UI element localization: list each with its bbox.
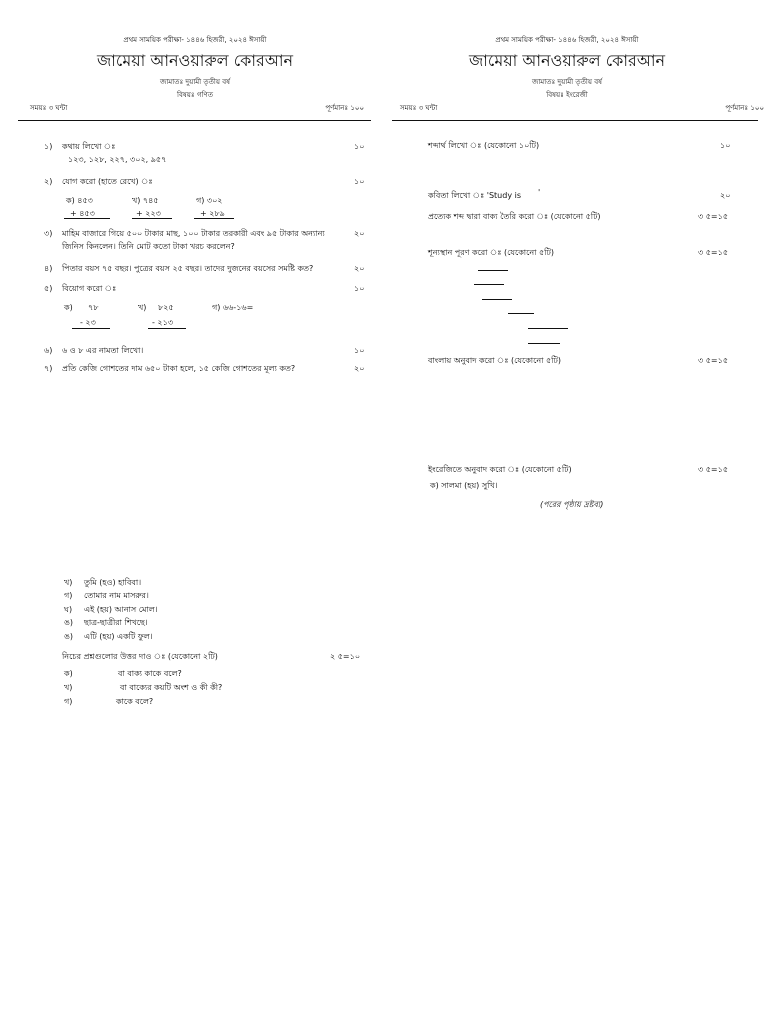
right-institution-name: জামেয়া আনওয়ারুল কোরআন xyxy=(468,51,666,70)
q2-c-top: গ) ৩০২ xyxy=(196,196,223,205)
right-time: সময়ঃ ৩ ঘন্টা xyxy=(400,104,438,112)
right-header-divider xyxy=(392,120,758,121)
r4-marks: ৩ ৫=১৫ xyxy=(698,248,729,257)
left-full-marks: পূর্ণমানঃ ১০০ xyxy=(325,104,364,112)
right-exam-title: প্রথম সাময়িক পরীক্ষা- ১৪৪৬ হিজরী, ২০২৪ ঈসায়ী xyxy=(495,36,639,44)
q6-marks: ১০ xyxy=(354,346,365,355)
qx-a-label: ক) xyxy=(64,669,73,678)
q3-number: ৩) xyxy=(44,229,53,238)
q5-b-top: ৮২৫ xyxy=(158,303,174,312)
q5-b-underline xyxy=(148,328,186,329)
qx-a-text: বা বাক্য কাকে বলে? xyxy=(118,669,182,678)
right-full-marks: পূর্ণমানঃ ১০০ xyxy=(725,104,764,112)
left-exam-title: প্রথম সাময়িক পরীক্ষা- ১৪৪৬ হিজরী, ২০২৪ ঈসায়ী xyxy=(123,36,267,44)
cont-gha-label: ঘ) xyxy=(64,605,73,614)
q5-a-top: ৭৮ xyxy=(88,303,99,312)
q2-c-underline xyxy=(194,218,234,219)
cont-gha-text: এই (হয়) আনাস মোল। xyxy=(84,605,158,614)
r6-marks: ৩ ৫=১৫ xyxy=(698,465,729,474)
r6-text: ইংরেজিতে অনুবাদ করো ঃ (যেকোনো ৫টি) xyxy=(428,465,572,474)
q5-number: ৫) xyxy=(44,284,53,293)
cont-cha-label: ঙ) xyxy=(64,632,73,641)
q4-text: পিতার বয়স ৭৫ বছর। পুত্রের বয়স ২৫ বছর। তাদের দুজনের বয়সের সমষ্টি কত? xyxy=(62,264,314,273)
cont-ga-text: তোমার নাম মাসরুর। xyxy=(84,591,149,600)
qx-b-label: খ) xyxy=(64,683,73,692)
q5-b-bottom: - ২১৩ xyxy=(152,318,174,327)
q1-numbers: ১২৩, ১২৮, ২২৭, ৩০২, ৯৫৭ xyxy=(68,155,167,164)
q7-text: প্রতি কেজি গোশতের দাম ৬৫০ টাকা হলে, ১৫ কেজি গোশতের মূল্য কত? xyxy=(62,364,296,373)
q6-text: ৬ ও ৮ এর নামতা লিখো। xyxy=(62,346,144,355)
qx-c-label: গ) xyxy=(64,697,73,706)
left-subject: বিষয়ঃ গণিত xyxy=(177,91,213,99)
r4-blank-5 xyxy=(528,328,568,329)
q1-number: ১) xyxy=(44,142,53,151)
r5-text: বাংলায় অনুবাদ করো ঃ (যেকোনো ৫টি) xyxy=(428,356,561,365)
cont-umo-text: ছাত্র-ছাত্রীরা শিখছে। xyxy=(84,618,148,627)
q4-number: ৪) xyxy=(44,264,53,273)
q1-text: কথায় লিখো ঃ xyxy=(62,142,116,151)
r4-blank-2 xyxy=(474,284,504,285)
qx-b-text: বা বাক্যের কয়টি অংশ ও কী কী? xyxy=(120,683,223,692)
q3-text-line1: মাহিম বাজারে গিয়ে ৫০০ টাকার মাছ, ১০০ টাকার তরকারী এবং ৯৫ টাকার অন্যান্য xyxy=(62,229,325,238)
left-institution-name: জামেয়া আনওয়ারুল কোরআন xyxy=(96,51,294,70)
q2-c-bottom: + ২৮৯ xyxy=(200,209,225,218)
r4-blank-1 xyxy=(478,270,508,271)
q5-a-underline xyxy=(72,328,110,329)
r4-blank-4 xyxy=(508,313,534,314)
r4-blank-6 xyxy=(528,343,560,344)
r1-text: শব্দার্থ লিখো ঃ (যেকোনো ১০টি) xyxy=(428,141,540,150)
r5-marks: ৩ ৫=১৫ xyxy=(698,356,729,365)
q2-b-bottom: + ২২৩ xyxy=(136,209,161,218)
q6-number: ৬) xyxy=(44,346,53,355)
r2-marks: ২০ xyxy=(720,191,731,200)
r3-marks: ৩ ৫=১৫ xyxy=(698,212,729,221)
r2-quote-end: ' xyxy=(538,188,541,197)
q4-marks: ২০ xyxy=(354,264,365,273)
q7-marks: ২০ xyxy=(354,364,365,373)
q2-b-top: খ) ৭৪৫ xyxy=(132,196,159,205)
q5-a-label: ক) xyxy=(64,303,73,312)
q5-c: গ) ৬৬-১৬= xyxy=(212,303,254,312)
q3-marks: ২০ xyxy=(354,229,365,238)
r4-text: শূন্যস্থান পূরণ করো ঃ (যেকোনো ৫টি) xyxy=(428,248,554,257)
left-header-divider xyxy=(18,120,371,121)
cont-cha-text: এটি (হয়) একটি ফুল। xyxy=(84,632,153,641)
r4-blank-3 xyxy=(482,299,512,300)
q5-b-label: খ) xyxy=(138,303,147,312)
q1-marks: ১০ xyxy=(354,142,365,151)
q5-a-bottom: - ২৩ xyxy=(80,318,96,327)
qx-text: নিচের প্রশ্নগুলোর উত্তর দাও ঃ (যেকোনো ২টি) xyxy=(62,652,218,661)
qx-c-text: কাকে বলে? xyxy=(116,697,154,706)
cont-kha-text: তুমি (হও) হাবিবা। xyxy=(84,578,142,587)
q2-a-bottom: + ৪৫৩ xyxy=(70,209,95,218)
right-subject: বিষয়ঃ ইংরেজী xyxy=(546,91,588,99)
left-class: জামাতঃ দুয়ামী তৃতীয় বর্ষ xyxy=(160,78,230,86)
q3-text-line2: জিনিস কিনলেন। তিনি মোট কতো টাকা খরচ করলেন? xyxy=(62,242,235,251)
q5-text: বিয়োগ করো ঃ xyxy=(62,284,117,293)
cont-ga-label: গ) xyxy=(64,591,73,600)
q2-a-underline xyxy=(64,218,110,219)
qx-marks: ২ ৫=১০ xyxy=(330,652,361,661)
q2-number: ২) xyxy=(44,177,53,186)
cont-kha-label: খ) xyxy=(64,578,73,587)
cont-umo-label: ঙ) xyxy=(64,618,73,627)
right-class: জামাতঃ দুয়ামী তৃতীয় বর্ষ xyxy=(532,78,602,86)
r1-marks: ১০ xyxy=(720,141,731,150)
q2-b-underline xyxy=(132,218,172,219)
r3-text: প্রত্যেক শব্দ দ্বারা বাক্য তৈরি করো ঃ (যেকোনো ৫টি) xyxy=(428,212,601,221)
q2-a-top: ক) ৪৫৩ xyxy=(66,196,93,205)
q2-marks: ১০ xyxy=(354,177,365,186)
left-time: সময়ঃ ৩ ঘন্টা xyxy=(30,104,68,112)
page-turn-note: (পরের পৃষ্ঠায় দ্রষ্টব্য) xyxy=(540,500,604,509)
q7-number: ৭) xyxy=(44,364,53,373)
r6-a: ক) সালমা (হয়) সুখি। xyxy=(430,481,498,490)
q5-marks: ১০ xyxy=(354,284,365,293)
q2-text: যোগ করো (হাতে রেখে) ঃ xyxy=(62,177,153,186)
r2-text: কবিতা লিখো ঃ 'Study is xyxy=(428,191,521,200)
